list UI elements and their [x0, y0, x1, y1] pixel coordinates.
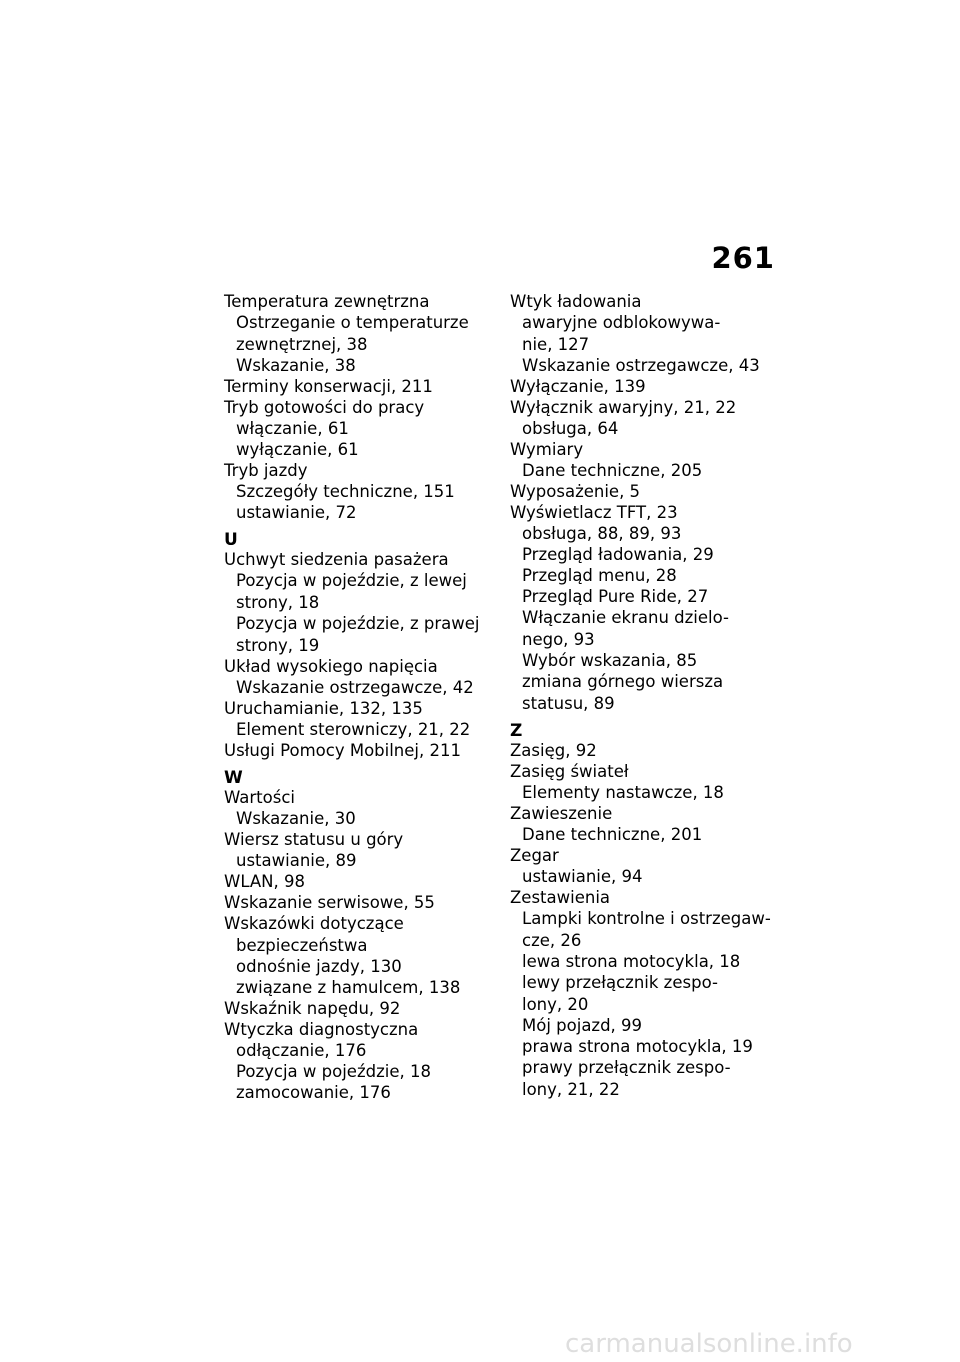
index-subentry: strony, 19: [236, 636, 320, 655]
index-subentry: Dane techniczne, 201: [522, 825, 703, 844]
index-subentry: Przegląd Pure Ride, 27: [522, 587, 709, 606]
index-subentry: Wskazanie ostrzegawcze, 42: [236, 678, 474, 697]
index-entry: Wymiary: [510, 440, 584, 459]
index-subentry: odnośnie jazdy, 130: [236, 957, 402, 976]
index-entry: Wskazanie serwisowe, 55: [224, 893, 435, 912]
index-entry: Wyświetlacz TFT, 23: [510, 503, 678, 522]
index-subentry: awaryjne odblokowywa-: [522, 313, 721, 332]
index-subentry: wyłączanie, 61: [236, 440, 359, 459]
index-subentry: strony, 18: [236, 593, 320, 612]
index-entry: Temperatura zewnętrzna: [224, 292, 430, 311]
index-subentry: lony, 20: [522, 995, 589, 1014]
index-section-letter: W: [224, 768, 243, 788]
page-number: 261: [711, 241, 775, 275]
index-subentry: Pozycja w pojeździe, z lewej: [236, 571, 467, 590]
index-entry: Zegar: [510, 846, 559, 865]
index-entry: Zasięg, 92: [510, 741, 597, 760]
index-entry: Tryb gotowości do pracy: [224, 398, 425, 417]
index-subentry: Przegląd ładowania, 29: [522, 545, 714, 564]
index-subentry: lewy przełącznik zespo-: [522, 973, 718, 992]
index-entry: Zasięg świateł: [510, 762, 629, 781]
index-entry: Wyłącznik awaryjny, 21, 22: [510, 398, 737, 417]
index-entry: Zestawienia: [510, 888, 611, 907]
index-subentry: zmiana górnego wiersza: [522, 672, 724, 691]
index-column-right: [510, 291, 790, 1100]
index-entry: Układ wysokiego napięcia: [224, 657, 438, 676]
index-subentry: obsługa, 64: [522, 419, 619, 438]
index-entry: Uruchamianie, 132, 135: [224, 699, 423, 718]
index-subentry: Wskazanie, 38: [236, 356, 356, 375]
index-column-left: [224, 291, 504, 1103]
index-entry: Tryb jazdy: [224, 461, 308, 480]
index-section-letter: Z: [510, 721, 523, 741]
index-subentry: Wskazanie ostrzegawcze, 43: [522, 356, 760, 375]
index-entry: Wiersz statusu u góry: [224, 830, 404, 849]
index-subentry: lewa strona motocykla, 18: [522, 952, 741, 971]
index-subentry: Dane techniczne, 205: [522, 461, 703, 480]
index-section-letter: U: [224, 530, 238, 550]
index-subentry: związane z hamulcem, 138: [236, 978, 461, 997]
index-entry: Wskaźnik napędu, 92: [224, 999, 401, 1018]
index-subentry: nie, 127: [522, 335, 590, 354]
index-subentry: Wskazanie, 30: [236, 809, 356, 828]
watermark: carmanualsonline.info: [565, 1329, 853, 1359]
index-subentry: Wybór wskazania, 85: [522, 651, 698, 670]
index-subentry: ustawianie, 94: [522, 867, 643, 886]
index-subentry: nego, 93: [522, 630, 595, 649]
index-subentry: odłączanie, 176: [236, 1041, 367, 1060]
index-entry: WLAN, 98: [224, 872, 306, 891]
index-subentry: lony, 21, 22: [522, 1080, 620, 1099]
index-subentry: zewnętrznej, 38: [236, 335, 368, 354]
index-subentry: prawy przełącznik zespo-: [522, 1058, 731, 1077]
index-subentry: obsługa, 88, 89, 93: [522, 524, 682, 543]
index-subentry: statusu, 89: [522, 694, 615, 713]
index-subentry: Ostrzeganie o temperaturze: [236, 313, 469, 332]
index-subentry: Mój pojazd, 99: [522, 1016, 643, 1035]
index-subentry: ustawianie, 72: [236, 503, 357, 522]
index-subentry: ustawianie, 89: [236, 851, 357, 870]
index-subentry: Element sterowniczy, 21, 22: [236, 720, 471, 739]
index-subentry: zamocowanie, 176: [236, 1083, 391, 1102]
index-entry: Wyposażenie, 5: [510, 482, 641, 501]
index-subentry: Pozycja w pojeździe, 18: [236, 1062, 431, 1081]
index-subentry: Włączanie ekranu dzielo-: [522, 608, 729, 627]
index-subentry: Przegląd menu, 28: [522, 566, 677, 585]
index-subentry: prawa strona motocykla, 19: [522, 1037, 753, 1056]
index-subentry: Elementy nastawcze, 18: [522, 783, 724, 802]
index-entry: Zawieszenie: [510, 804, 613, 823]
index-entry: Wyłączanie, 139: [510, 377, 646, 396]
index-subentry: bezpieczeństwa: [236, 936, 368, 955]
index-entry: Usługi Pomocy Mobilnej, 211: [224, 741, 461, 760]
index-entry: Wskazówki dotyczące: [224, 914, 404, 933]
index-subentry: włączanie, 61: [236, 419, 349, 438]
index-entry: Wtyczka diagnostyczna: [224, 1020, 419, 1039]
index-subentry: Szczegóły techniczne, 151: [236, 482, 455, 501]
index-entry: Uchwyt siedzenia pasażera: [224, 550, 449, 569]
index-subentry: cze, 26: [522, 931, 582, 950]
index-subentry: Lampki kontrolne i ostrzegaw-: [522, 909, 771, 928]
index-entry: Wtyk ładowania: [510, 292, 642, 311]
index-entry: Wartości: [224, 788, 295, 807]
index-subentry: Pozycja w pojeździe, z prawej: [236, 614, 480, 633]
index-entry: Terminy konserwacji, 211: [224, 377, 433, 396]
